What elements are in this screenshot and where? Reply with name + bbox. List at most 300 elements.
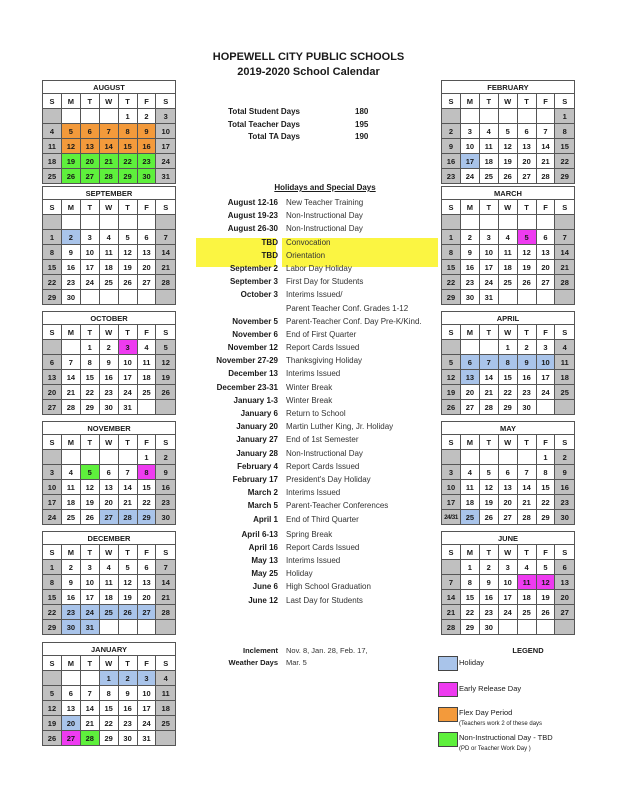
day-cell: 19 (156, 370, 176, 385)
day-cell: 4 (137, 340, 156, 355)
day-cell (498, 620, 517, 635)
day-cell: 10 (442, 480, 461, 495)
holidays-special-days (190, 183, 440, 607)
event-description: Thanksgiving Holiday (286, 356, 363, 366)
week-row (43, 731, 176, 746)
day-cell: 27 (498, 510, 517, 525)
event-description: Interims Issued (286, 369, 341, 379)
day-cell: 16 (61, 260, 80, 275)
day-cell: 18 (555, 370, 575, 385)
day-cell: 9 (442, 139, 461, 154)
day-cell: 8 (442, 245, 461, 260)
early-release-swatch (438, 682, 458, 697)
day-cell: 16 (99, 370, 118, 385)
day-cell (536, 620, 555, 635)
day-cell: 22 (536, 495, 555, 510)
day-cell (61, 109, 80, 124)
event-date: April 6-13 (241, 529, 278, 539)
calendar-june (441, 531, 575, 635)
day-cell: 14 (118, 480, 137, 495)
month-name: OCTOBER (43, 312, 176, 325)
week-row (442, 230, 575, 245)
weekday-header: T (479, 94, 498, 109)
week-row (442, 154, 575, 169)
week-row (442, 340, 575, 355)
day-cell (442, 109, 461, 124)
day-cell (442, 560, 461, 575)
day-cell: 13 (555, 575, 575, 590)
day-cell: 3 (43, 465, 62, 480)
week-row (442, 290, 575, 305)
day-cell: 18 (156, 701, 176, 716)
day-cell: 16 (517, 370, 536, 385)
day-cell: 12 (479, 480, 498, 495)
day-cell: 1 (536, 450, 555, 465)
day-cell: 19 (479, 495, 498, 510)
weekday-header: S (442, 435, 461, 450)
day-cell: 17 (118, 370, 137, 385)
day-cell: 7 (80, 686, 99, 701)
day-cell: 21 (80, 716, 99, 731)
event-row (190, 209, 440, 222)
day-cell: 22 (460, 605, 479, 620)
weekday-header: W (99, 435, 118, 450)
event-row (190, 541, 440, 554)
day-cell: 19 (498, 154, 517, 169)
day-cell: 26 (498, 169, 517, 184)
weekday-header: S (156, 656, 176, 671)
day-cell (479, 215, 498, 230)
weekday-header: T (118, 435, 137, 450)
day-cell: 19 (118, 590, 137, 605)
day-cell (555, 215, 575, 230)
day-cell (498, 290, 517, 305)
weekday-header: F (536, 325, 555, 340)
day-cell: 2 (479, 560, 498, 575)
event-description: Interims Issued (286, 488, 341, 498)
day-cell: 3 (156, 109, 176, 124)
day-cell: 12 (118, 575, 137, 590)
day-cell: 1 (43, 560, 62, 575)
week-row (43, 716, 176, 731)
day-cell: 22 (498, 385, 517, 400)
day-cell: 26 (118, 275, 137, 290)
day-cell: 6 (137, 560, 156, 575)
day-cell (61, 215, 80, 230)
event-date: January 28 (236, 448, 278, 458)
day-cell: 22 (555, 154, 575, 169)
day-cell: 11 (460, 480, 479, 495)
day-cell (156, 215, 176, 230)
calendar-november (42, 421, 176, 525)
day-cell: 26 (118, 605, 137, 620)
weekday-header: T (80, 94, 99, 109)
day-cell: 9 (61, 575, 80, 590)
day-cell: 27 (43, 400, 62, 415)
event-row (190, 460, 440, 473)
day-cell: 28 (156, 605, 176, 620)
day-cell: 14 (442, 590, 461, 605)
day-cell: 18 (61, 495, 80, 510)
event-row (190, 262, 440, 275)
day-cell: 30 (517, 400, 536, 415)
day-cell: 4 (61, 465, 80, 480)
week-row (43, 275, 176, 290)
weekday-header: S (43, 435, 62, 450)
day-cell: 2 (61, 560, 80, 575)
week-row (43, 370, 176, 385)
event-description: High School Graduation (286, 582, 371, 592)
day-cell: 9 (555, 465, 575, 480)
day-cell: 28 (555, 275, 575, 290)
day-cell (536, 400, 555, 415)
day-cell: 10 (80, 575, 99, 590)
day-cell: 30 (99, 400, 118, 415)
weekday-header: T (118, 545, 137, 560)
holiday-swatch (438, 656, 458, 671)
day-cell: 27 (517, 169, 536, 184)
day-cell: 26 (156, 385, 176, 400)
event-row (190, 196, 440, 209)
day-cell: 3 (479, 230, 498, 245)
day-cell: 1 (99, 671, 118, 686)
weekday-header: T (479, 325, 498, 340)
day-cell: 31 (80, 620, 99, 635)
week-row (442, 450, 575, 465)
day-cell: 18 (137, 370, 156, 385)
day-cell: 16 (479, 590, 498, 605)
day-cell: 21 (61, 385, 80, 400)
day-cell (555, 400, 575, 415)
event-description: Holiday (286, 569, 313, 579)
day-cell: 10 (498, 575, 517, 590)
day-cell: 27 (61, 731, 80, 746)
weekday-header: T (517, 545, 536, 560)
event-row (190, 407, 440, 420)
day-cell: 22 (43, 605, 62, 620)
day-cell: 4 (498, 230, 517, 245)
week-row (43, 605, 176, 620)
weekday-header: F (137, 435, 156, 450)
day-cell: 10 (118, 355, 137, 370)
day-cell: 31 (479, 290, 498, 305)
day-cell: 28 (80, 731, 99, 746)
weekday-header: F (137, 200, 156, 215)
day-cell: 7 (156, 560, 176, 575)
event-date: April 1 (253, 514, 278, 524)
event-row (190, 486, 440, 499)
day-cell: 5 (80, 465, 99, 480)
day-cell: 10 (137, 686, 156, 701)
day-cell: 4 (555, 340, 575, 355)
day-cell: 27 (137, 605, 156, 620)
week-row (442, 109, 575, 124)
day-cell: 10 (156, 124, 176, 139)
day-cell: 14 (156, 575, 176, 590)
day-cell (43, 340, 62, 355)
day-cell: 30 (156, 510, 176, 525)
month-name: MAY (442, 422, 575, 435)
weekday-header: W (99, 545, 118, 560)
day-cell: 20 (536, 260, 555, 275)
day-cell: 14 (61, 370, 80, 385)
event-date: March 5 (247, 501, 278, 511)
day-cell (156, 620, 176, 635)
week-row (442, 169, 575, 184)
day-cell: 10 (80, 245, 99, 260)
day-cell: 25 (498, 275, 517, 290)
weekday-header: S (156, 325, 176, 340)
weekday-header: T (517, 94, 536, 109)
day-cell: 21 (442, 605, 461, 620)
day-cell: 15 (460, 590, 479, 605)
weekday-header: W (99, 94, 118, 109)
day-cell: 29 (80, 400, 99, 415)
weekday-header: T (80, 545, 99, 560)
week-row (43, 560, 176, 575)
day-cell: 23 (61, 605, 80, 620)
day-cell (99, 109, 118, 124)
day-cell: 9 (118, 686, 137, 701)
month-name: FEBRUARY (442, 81, 575, 94)
day-cell: 11 (99, 245, 118, 260)
day-cell: 29 (99, 731, 118, 746)
week-row (43, 109, 176, 124)
day-cell: 14 (99, 139, 118, 154)
weekday-header: S (43, 325, 62, 340)
event-date: June 6 (252, 582, 278, 592)
event-description: Parent-Teacher Conf. Day Pre-K/Kind. (286, 316, 422, 326)
day-cell: 12 (61, 139, 80, 154)
day-cell: 13 (99, 480, 118, 495)
day-cell: 8 (498, 355, 517, 370)
week-row (43, 480, 176, 495)
day-cell: 29 (442, 290, 461, 305)
event-description: Orientation (286, 250, 326, 260)
event-date: February 4 (237, 461, 278, 471)
month-name: DECEMBER (43, 532, 176, 545)
event-description: New Teacher Training (286, 198, 364, 207)
day-cell: 13 (61, 701, 80, 716)
day-cell (137, 400, 156, 415)
event-date: January 27 (236, 435, 278, 445)
day-cell (43, 450, 62, 465)
day-cell: 11 (43, 139, 62, 154)
day-cell: 11 (479, 139, 498, 154)
day-cell: 21 (536, 154, 555, 169)
day-cell: 25 (43, 169, 62, 184)
week-row (43, 495, 176, 510)
day-cell (118, 450, 137, 465)
weekday-header: W (498, 435, 517, 450)
week-row (43, 400, 176, 415)
day-cell: 1 (43, 230, 62, 245)
event-row (190, 394, 440, 407)
day-cell (61, 340, 80, 355)
day-cell: 6 (99, 465, 118, 480)
event-description: Non-Instructional Day (286, 448, 363, 458)
day-cell: 1 (555, 109, 575, 124)
day-cell (479, 109, 498, 124)
day-cell: 11 (498, 245, 517, 260)
day-cell: 18 (498, 260, 517, 275)
day-cell: 30 (555, 510, 575, 525)
day-cell: 1 (137, 450, 156, 465)
day-cell: 5 (498, 124, 517, 139)
day-cell: 26 (43, 731, 62, 746)
day-cell: 5 (442, 355, 461, 370)
weekday-header: W (498, 545, 517, 560)
day-cell: 25 (99, 605, 118, 620)
calendar-subtitle: 2019-2020 School Calendar (237, 66, 380, 78)
day-cell (517, 290, 536, 305)
weekday-header: T (80, 656, 99, 671)
day-cell: 12 (498, 139, 517, 154)
day-cell: 15 (80, 370, 99, 385)
event-date: September 3 (229, 277, 278, 287)
day-cell: 27 (137, 275, 156, 290)
week-row (442, 510, 575, 525)
week-row (43, 575, 176, 590)
day-cell: 11 (99, 575, 118, 590)
week-row (43, 686, 176, 701)
weekday-header: S (43, 545, 62, 560)
day-cell: 22 (99, 716, 118, 731)
day-cell: 18 (99, 260, 118, 275)
day-cell: 24 (498, 605, 517, 620)
month-name: AUGUST (43, 81, 176, 94)
day-cell: 12 (536, 575, 555, 590)
day-cell: 28 (61, 400, 80, 415)
day-cell (118, 290, 137, 305)
day-cell: 22 (80, 385, 99, 400)
weekday-header: M (460, 200, 479, 215)
day-cell: 26 (517, 275, 536, 290)
day-cell: 24 (460, 169, 479, 184)
event-row (190, 528, 440, 541)
week-row (43, 450, 176, 465)
week-row (43, 355, 176, 370)
week-row (43, 620, 176, 635)
day-cell (80, 671, 99, 686)
event-row (190, 328, 440, 341)
day-cell: 9 (479, 575, 498, 590)
day-cell: 5 (118, 230, 137, 245)
day-cell: 24 (479, 275, 498, 290)
week-row (43, 230, 176, 245)
event-row (190, 580, 440, 593)
week-row (442, 215, 575, 230)
weekday-header: T (118, 200, 137, 215)
event-description: President's Day Holiday (286, 474, 371, 484)
event-date: October 3 (240, 290, 278, 300)
day-cell (479, 340, 498, 355)
weekday-header: M (61, 656, 80, 671)
day-cell: 3 (442, 465, 461, 480)
week-row (442, 590, 575, 605)
day-cell: 23 (61, 275, 80, 290)
day-cell: 5 (61, 124, 80, 139)
day-cell (498, 109, 517, 124)
day-cell: 9 (460, 245, 479, 260)
day-cell: 30 (137, 169, 156, 184)
day-cell: 20 (61, 716, 80, 731)
event-date: TBD (261, 237, 278, 247)
day-cell: 28 (442, 620, 461, 635)
day-cell (137, 215, 156, 230)
day-cell (517, 109, 536, 124)
day-cell: 25 (137, 385, 156, 400)
weekday-header: S (156, 435, 176, 450)
event-date: January 20 (236, 422, 278, 432)
day-cell: 11 (137, 355, 156, 370)
weekday-header: W (99, 325, 118, 340)
weekday-header: S (43, 94, 62, 109)
day-cell: 1 (460, 560, 479, 575)
day-cell: 11 (517, 575, 536, 590)
week-row (43, 701, 176, 716)
day-cell: 4 (460, 465, 479, 480)
weekday-header: T (517, 200, 536, 215)
event-row (190, 567, 440, 580)
day-cell: 7 (479, 355, 498, 370)
event-description: Spring Break (286, 529, 333, 539)
day-cell: 27 (555, 605, 575, 620)
day-cell: 18 (517, 590, 536, 605)
day-cell: 17 (442, 495, 461, 510)
weekday-header: S (555, 545, 575, 560)
weekday-header: S (555, 435, 575, 450)
day-cell (80, 450, 99, 465)
event-description: End of First Quarter (286, 329, 357, 339)
weekday-header: F (536, 435, 555, 450)
day-cell: 29 (137, 510, 156, 525)
day-cell: 30 (61, 620, 80, 635)
month-name: JANUARY (43, 643, 176, 656)
day-cell: 23 (555, 495, 575, 510)
weekday-header: T (80, 200, 99, 215)
day-cell (80, 109, 99, 124)
day-cell: 21 (555, 260, 575, 275)
week-row (442, 480, 575, 495)
week-row (442, 400, 575, 415)
day-cell: 7 (536, 124, 555, 139)
day-cell: 24/31 (442, 510, 461, 525)
day-cell: 22 (442, 275, 461, 290)
day-cell: 23 (460, 275, 479, 290)
day-cell: 8 (460, 575, 479, 590)
day-cell: 14 (156, 245, 176, 260)
day-cell: 23 (118, 716, 137, 731)
week-row (43, 590, 176, 605)
day-cell (517, 620, 536, 635)
weekday-header: M (460, 94, 479, 109)
day-cell: 8 (137, 465, 156, 480)
day-cell (442, 215, 461, 230)
day-cell: 12 (80, 480, 99, 495)
day-cell: 17 (80, 590, 99, 605)
day-cell: 27 (80, 169, 99, 184)
event-row (190, 433, 440, 446)
day-cell: 6 (498, 465, 517, 480)
day-cell: 7 (61, 355, 80, 370)
weekday-header: M (61, 94, 80, 109)
day-cell: 1 (442, 230, 461, 245)
day-cell: 20 (137, 260, 156, 275)
event-date: TBD (261, 250, 278, 260)
day-cell: 20 (80, 154, 99, 169)
week-row (442, 575, 575, 590)
